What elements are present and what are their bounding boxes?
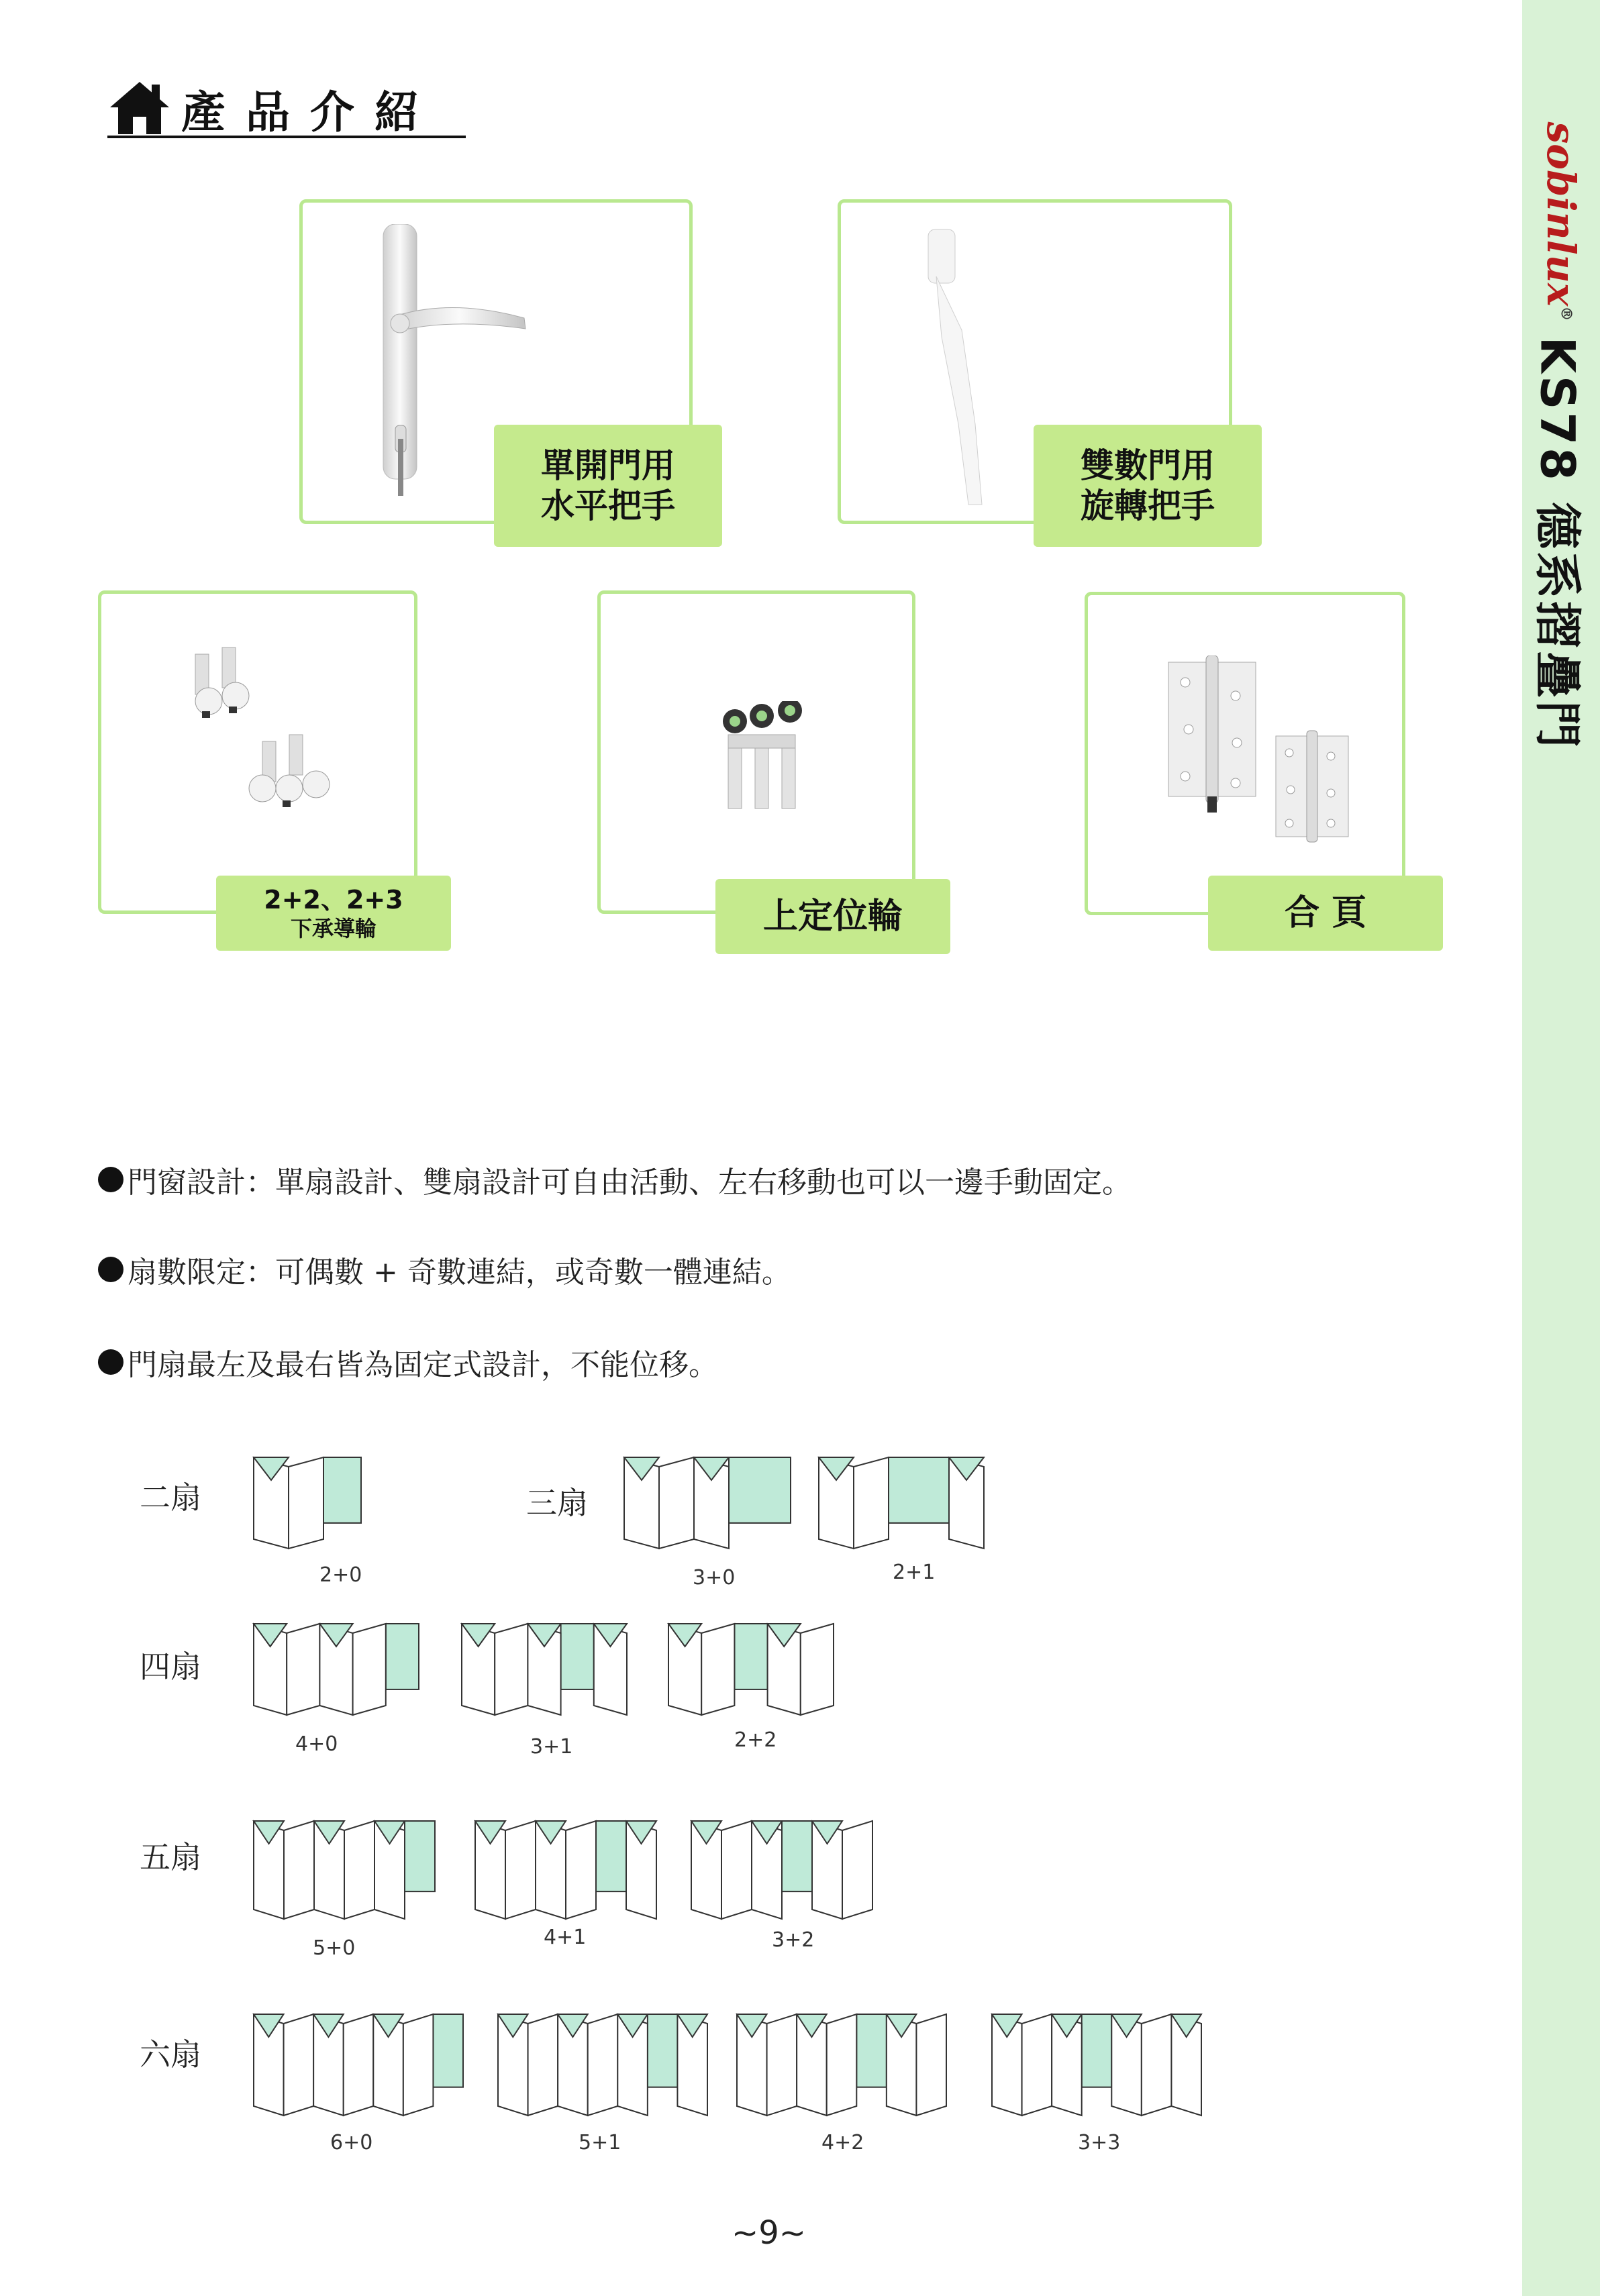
product-card-top-guide-wheel	[597, 590, 915, 914]
door-panel	[344, 2014, 374, 2116]
series-title: KS78 德系摺疊門	[1530, 336, 1585, 751]
bullet-door-design: 門窗設計：單扇設計、雙扇設計可自由活動、左右移動也可以一邊手動固定。	[98, 1158, 1132, 1201]
door-panel	[721, 1821, 752, 1919]
config-caption: 3+0	[693, 1566, 736, 1589]
door-panel	[659, 1457, 694, 1549]
fold-diagram-6-plus-0	[254, 2012, 463, 2142]
door-opening	[405, 1821, 435, 1891]
row-label-four-panel: 四扇	[140, 1649, 201, 1685]
brand-logo: sobinlux®	[1538, 121, 1584, 321]
config-caption: 6+0	[330, 2131, 373, 2154]
fold-diagram-3-plus-1	[462, 1621, 627, 1742]
config-caption: 2+2	[734, 1728, 777, 1752]
door-opening	[889, 1457, 949, 1523]
section-header	[107, 74, 466, 138]
door-opening	[596, 1821, 626, 1891]
fold-diagram-3-plus-0	[624, 1455, 791, 1575]
fold-diagram-2-plus-0	[254, 1455, 361, 1575]
door-panel	[528, 2014, 558, 2116]
label-rotary-handle: 雙數門用 旋轉把手	[1034, 425, 1262, 547]
product-card-hinge	[1085, 592, 1405, 915]
fold-diagram-4-plus-0	[254, 1621, 419, 1742]
door-opening	[1082, 2014, 1112, 2087]
config-caption: 4+1	[544, 1926, 587, 1949]
door-panel	[353, 1624, 386, 1715]
bullet-dot-icon	[98, 1257, 123, 1282]
door-opening	[782, 1821, 812, 1891]
door-panel	[588, 2014, 618, 2116]
house-icon	[107, 78, 172, 136]
door-panel	[403, 2014, 434, 2116]
row-label-three-panel: 三扇	[526, 1485, 588, 1521]
product-card-bottom-roller	[98, 590, 417, 914]
door-opening	[323, 1457, 361, 1523]
config-caption: 2+0	[319, 1563, 362, 1587]
bullet-fixed-ends: 門扇最左及最右皆為固定式設計，不能位移。	[98, 1341, 718, 1384]
door-opening	[386, 1624, 419, 1689]
config-caption: 4+0	[295, 1732, 338, 1756]
bullet-panel-limit: 扇數限定：可偶數 + 奇數連結，或奇數一體連結。	[98, 1248, 791, 1291]
door-opening	[433, 2014, 463, 2087]
door-panel	[284, 2014, 314, 2116]
door-panel	[284, 1821, 314, 1919]
fold-diagram-5-plus-1	[498, 2012, 707, 2142]
row-label-five-panel: 五扇	[140, 1839, 201, 1875]
door-panel	[1142, 2014, 1172, 2116]
door-panel	[842, 1821, 872, 1919]
row-label-six-panel: 六扇	[140, 2036, 201, 2073]
section-title: 產品介紹	[181, 87, 439, 138]
label-hinge: 合 頁	[1208, 876, 1443, 951]
door-panel	[287, 1624, 319, 1715]
config-caption: 5+0	[313, 1936, 356, 1960]
door-panel	[801, 1624, 834, 1715]
row-label-two-panel: 二扇	[140, 1479, 201, 1516]
bullet-dot-icon	[98, 1349, 123, 1375]
fold-diagram-4-plus-2	[737, 2012, 946, 2142]
page-number: ~9~	[732, 2214, 806, 2252]
door-panel	[767, 2014, 797, 2116]
door-panel	[566, 1821, 596, 1919]
label-lever-handle: 單開門用 水平把手	[494, 425, 722, 547]
top-guide-wheel-icon	[715, 701, 822, 822]
door-opening	[648, 2014, 678, 2087]
door-panel	[505, 1821, 536, 1919]
config-caption: 3+1	[530, 1735, 573, 1759]
door-panel	[827, 2014, 857, 2116]
hinge-icon	[1162, 656, 1363, 857]
fold-diagram-2-plus-2	[668, 1621, 834, 1742]
config-caption: 5+1	[579, 2131, 621, 2154]
config-caption: 3+2	[772, 1928, 815, 1952]
door-opening	[561, 1624, 594, 1689]
rotary-handle-icon	[895, 223, 1029, 518]
config-caption: 3+3	[1078, 2131, 1121, 2154]
config-caption: 2+1	[893, 1561, 936, 1584]
label-bottom-roller: 2+2、2+3 下承導輪	[216, 876, 451, 951]
label-top-guide-wheel: 上定位輪	[715, 879, 950, 954]
bottom-roller-icon	[182, 641, 370, 842]
door-panel	[289, 1457, 323, 1549]
door-opening	[856, 2014, 887, 2087]
fold-diagram-3-plus-2	[691, 1818, 872, 1946]
config-caption: 4+2	[821, 2131, 864, 2154]
door-opening	[729, 1457, 791, 1523]
fold-diagram-2-plus-1	[819, 1455, 984, 1575]
door-panel	[344, 1821, 374, 1919]
door-opening	[734, 1624, 767, 1689]
door-panel	[854, 1457, 889, 1549]
door-panel	[495, 1624, 528, 1715]
door-panel	[701, 1624, 734, 1715]
fold-diagram-5-plus-0	[254, 1818, 435, 1946]
door-panel	[916, 2014, 946, 2116]
door-panel	[1022, 2014, 1052, 2116]
fold-diagram-3-plus-3	[992, 2012, 1201, 2142]
bullet-dot-icon	[98, 1167, 123, 1192]
